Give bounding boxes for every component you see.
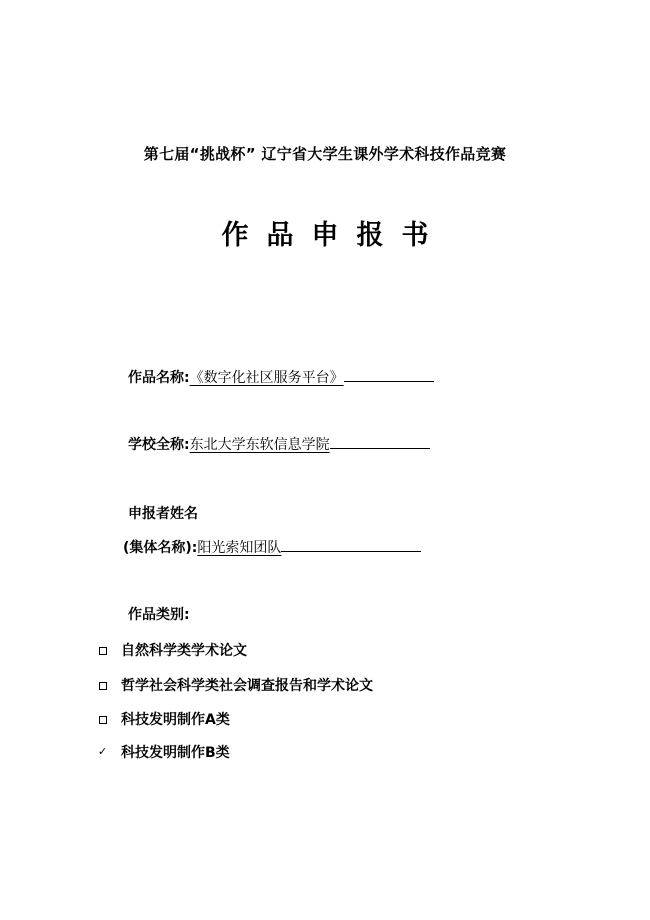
school-value: 东北大学东软信息学院 [189,437,330,453]
work-name-row [128,366,434,387]
checkmark-icon[interactable]: ✓ [98,745,108,758]
school-underline [330,433,430,449]
work-name-underline [344,366,434,382]
document-title: 作品申报书 [221,220,447,251]
category-option-label: 科技发明制作A类 [121,712,230,728]
competition-title: 第七届“挑战杯” 辽宁省大学生课外学术科技作品竞赛 [143,145,507,163]
checkbox-icon[interactable] [99,716,107,724]
category-option-label: 自然科学类学术论文 [121,643,247,659]
checkbox-icon[interactable] [99,647,107,655]
category-option-label: 哲学社会科学类社会调查报告和学术论文 [121,678,373,694]
group-label: (集体名称): [123,540,198,556]
work-name-label: 作品名称: [128,370,190,386]
category-option-label: 科技发明制作B类 [121,745,230,761]
group-row [123,536,421,557]
applicant-label: 申报者姓名 [128,506,198,522]
school-label: 学校全称: [128,437,190,453]
checkbox-icon[interactable] [99,682,107,690]
group-underline [281,536,421,552]
group-value: 阳光索知团队 [197,540,282,556]
work-name-value: 《数字化社区服务平台》 [189,370,344,386]
category-label: 作品类别: [128,607,190,623]
school-row [128,433,430,454]
